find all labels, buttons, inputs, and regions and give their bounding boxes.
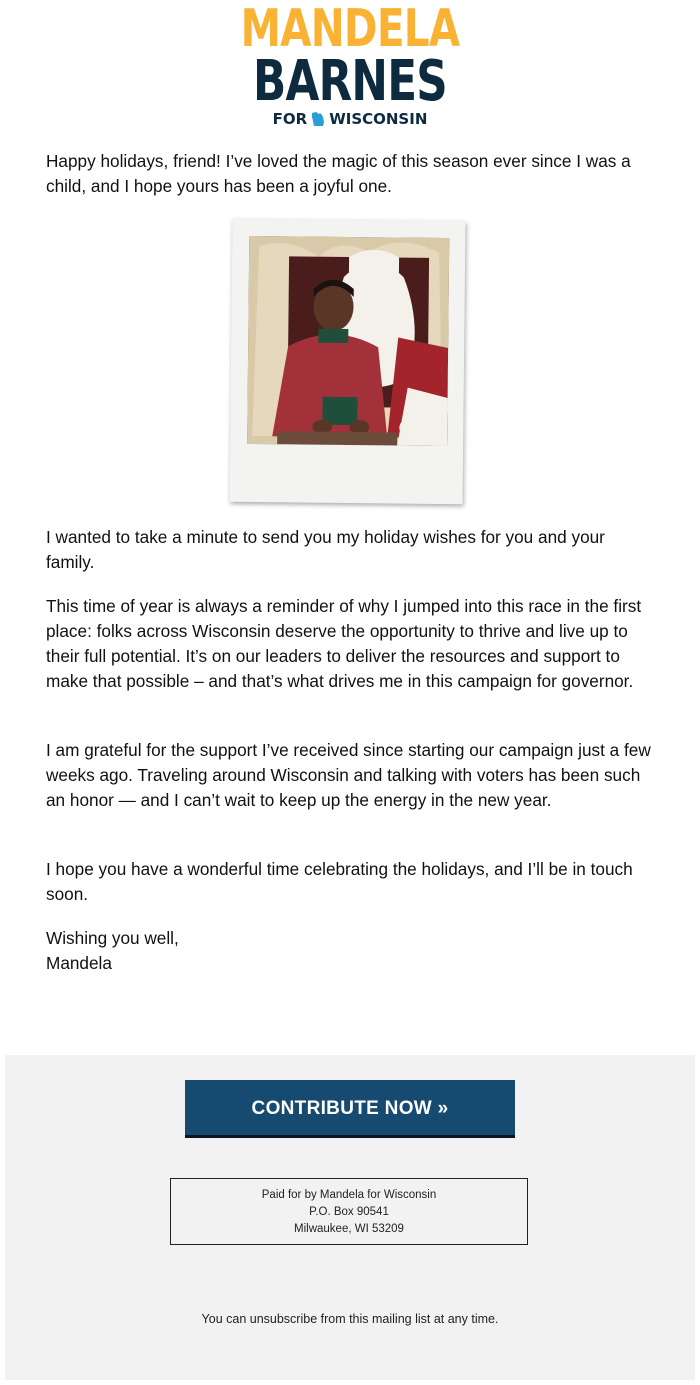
- logo-for-text: FOR: [272, 110, 308, 128]
- logo-line-for-wisconsin: [0, 110, 700, 128]
- holiday-wishes-paragraph: I wanted to take a minute to send you my holiday wishes for you and your family.: [46, 527, 605, 572]
- unsubscribe-text: You can unsubscribe from this mailing list at any time.: [201, 1312, 499, 1326]
- gratitude-paragraph: I am grateful for the support I’ve received since starting our campaign just a few weeks ago. Traveling around Wisconsin and talking with voters has been such an honor — and I can’t wait to keep up the energy in the new year.: [46, 740, 651, 810]
- signature: Mandela: [46, 953, 112, 973]
- contribute-now-button[interactable]: CONTRIBUTE NOW »: [185, 1080, 515, 1138]
- wisconsin-state-icon: [311, 111, 325, 127]
- photo-illustration: [247, 236, 449, 446]
- intro-paragraph: Happy holidays, friend! I’ve loved the magic of this season ever since I was a child, and I hope yours has been a joyful one.: [46, 151, 631, 196]
- campaign-reason-paragraph: This time of year is always a reminder of why I jumped into this race in the first place: folks across Wisconsin deserve the opportunity to thrive and live up to their full potential. It’s on our leaders to deliver the resources and support to make that possible – and that’s what drives me in this campaign for governor.: [46, 596, 642, 691]
- logo-line-barnes: BARNES: [253, 49, 447, 114]
- logo-line-mandela: MANDELA: [240, 0, 460, 59]
- po-box-line: P.O. Box 90541: [309, 1206, 389, 1218]
- paid-for-line: Paid for by Mandela for Wisconsin: [261, 1189, 437, 1201]
- city-line: Milwaukee, WI 53209: [294, 1223, 404, 1235]
- celebrate-paragraph: I hope you have a wonderful time celebrating the holidays, and I’ll be in touch soon.: [46, 859, 633, 904]
- santa-childhood-photo: [247, 236, 449, 446]
- closing-line: Wishing you well,: [46, 928, 179, 948]
- campaign-logo: [0, 0, 700, 135]
- holiday-polaroid-photo: [230, 219, 466, 504]
- email-footer: [5, 1055, 695, 1380]
- logo-wisconsin-text: WISCONSIN: [329, 110, 428, 128]
- paid-for-disclaimer: [170, 1178, 528, 1245]
